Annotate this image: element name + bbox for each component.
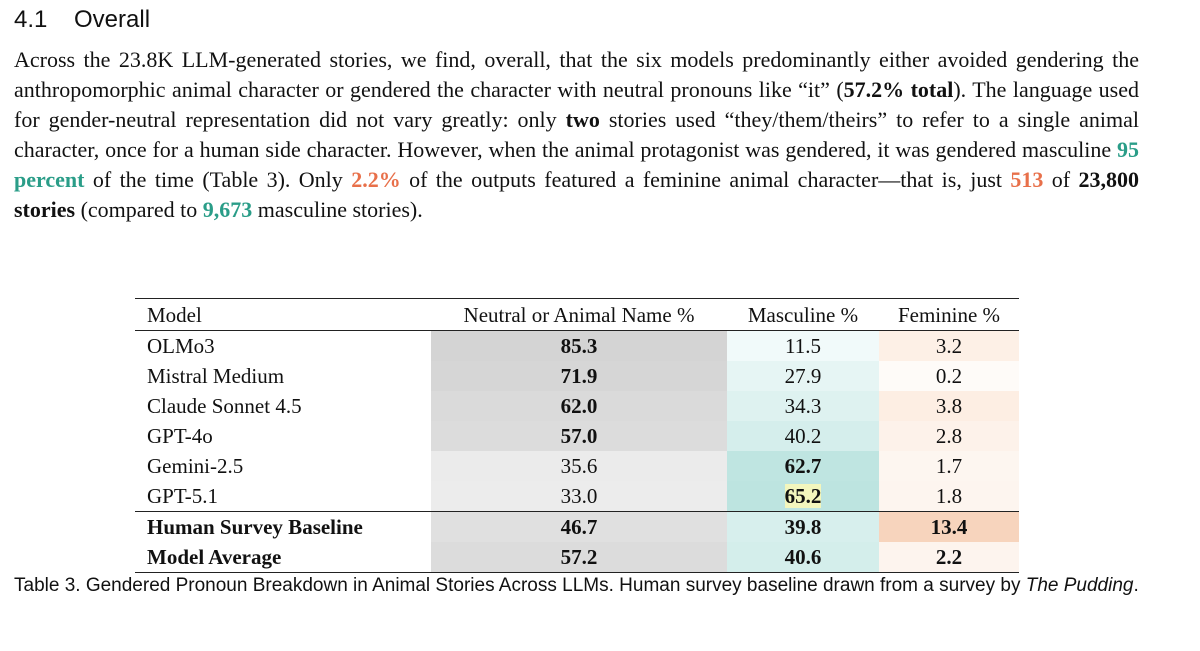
text-run: of the outputs featured a feminine animal character—that is, just bbox=[400, 167, 1011, 192]
body-paragraph bbox=[14, 45, 1139, 225]
masculine-cell: 40.2 bbox=[727, 421, 879, 451]
caption-text: Table 3. Gendered Pronoun Breakdown in Animal Stories Across LLMs. Human survey baseline drawn from a survey by bbox=[14, 575, 1026, 596]
neutral-cell: 57.0 bbox=[431, 421, 727, 451]
feminine-cell: 13.4 bbox=[879, 512, 1019, 543]
neutral-cell: 71.9 bbox=[431, 361, 727, 391]
table-row bbox=[135, 391, 1019, 421]
table-row-average bbox=[135, 542, 1019, 573]
model-name: OLMo3 bbox=[147, 334, 215, 358]
model-name: Claude Sonnet 4.5 bbox=[147, 394, 302, 418]
feminine-cell: 3.2 bbox=[879, 331, 1019, 362]
feminine-cell: 1.7 bbox=[879, 451, 1019, 481]
table-row bbox=[135, 451, 1019, 481]
masculine-cell: 40.6 bbox=[727, 542, 879, 573]
neutral-cell: 62.0 bbox=[431, 391, 727, 421]
model-name: Model Average bbox=[147, 545, 282, 569]
section-heading bbox=[14, 4, 150, 36]
highlight-masculine: 9,673 bbox=[202, 197, 253, 222]
masculine-cell: 39.8 bbox=[727, 512, 879, 543]
masculine-cell: 62.7 bbox=[727, 451, 879, 481]
caption-end: . bbox=[1133, 575, 1139, 596]
caption-source: The Pudding bbox=[1025, 575, 1134, 596]
bold-run: 23,800 stories bbox=[14, 167, 1139, 222]
header-masculine: Masculine % bbox=[747, 302, 859, 327]
neutral-cell: 85.3 bbox=[431, 331, 727, 362]
feminine-cell: 1.8 bbox=[879, 481, 1019, 512]
table-row bbox=[135, 481, 1019, 512]
highlight-feminine: 513 bbox=[1010, 167, 1044, 192]
section-number: 4.1 bbox=[14, 6, 48, 33]
text-run: masculine stories). bbox=[252, 197, 423, 222]
model-name: Mistral Medium bbox=[147, 364, 285, 388]
header-feminine: Feminine % bbox=[897, 302, 1001, 327]
highlighted-max-value: 65.2 bbox=[784, 484, 822, 508]
masculine-cell: 34.3 bbox=[727, 391, 879, 421]
highlight-feminine: 2.2% bbox=[351, 167, 401, 192]
model-name: GPT-4o bbox=[147, 424, 213, 448]
section-title: Overall bbox=[74, 6, 151, 33]
feminine-cell: 2.8 bbox=[879, 421, 1019, 451]
feminine-cell: 2.2 bbox=[879, 542, 1019, 573]
table-caption bbox=[14, 572, 1154, 600]
text-run: of the time (Table 3). Only bbox=[84, 167, 352, 192]
text-run: ). The language used for gender-neutral representation did not vary greatly: only bbox=[14, 77, 1140, 132]
text-run: of bbox=[1043, 167, 1079, 192]
feminine-cell: 3.8 bbox=[879, 391, 1019, 421]
neutral-cell: 33.0 bbox=[431, 481, 727, 512]
table-row-baseline bbox=[135, 512, 1019, 543]
neutral-cell: 57.2 bbox=[431, 542, 727, 573]
masculine-cell: 27.9 bbox=[727, 361, 879, 391]
masculine-cell: 11.5 bbox=[727, 331, 879, 362]
feminine-cell: 0.2 bbox=[879, 361, 1019, 391]
text-run: stories used “they/them/theirs” to refer to a single animal character, once for a human side character. However, when the animal protagonist was gendered, it was gendered masculine bbox=[14, 107, 1139, 162]
highlight-masculine: 95 percent bbox=[14, 137, 1139, 192]
model-name: GPT-5.1 bbox=[147, 484, 218, 508]
header-neutral: Neutral or Animal Name % bbox=[463, 302, 695, 327]
table-row bbox=[135, 331, 1019, 362]
text-run: Across the 23.8K LLM-generated stories, we find, overall, that the six models predominantly either avoided gendering the anthropomorphic animal character or gendered the character with neutral pronouns like “it” ( bbox=[14, 47, 1139, 102]
table-row bbox=[135, 421, 1019, 451]
table-row bbox=[135, 361, 1019, 391]
bold-run: two bbox=[565, 107, 600, 132]
neutral-cell: 35.6 bbox=[431, 451, 727, 481]
text-run: (compared to bbox=[75, 197, 203, 222]
neutral-cell: 46.7 bbox=[431, 512, 727, 543]
masculine-cell bbox=[727, 481, 879, 512]
model-name: Gemini-2.5 bbox=[147, 454, 244, 478]
results-table bbox=[135, 298, 1019, 573]
model-name: Human Survey Baseline bbox=[147, 515, 363, 539]
table-header-row bbox=[135, 299, 1019, 331]
header-model: Model bbox=[147, 302, 202, 327]
bold-run: 57.2% total bbox=[843, 77, 954, 102]
